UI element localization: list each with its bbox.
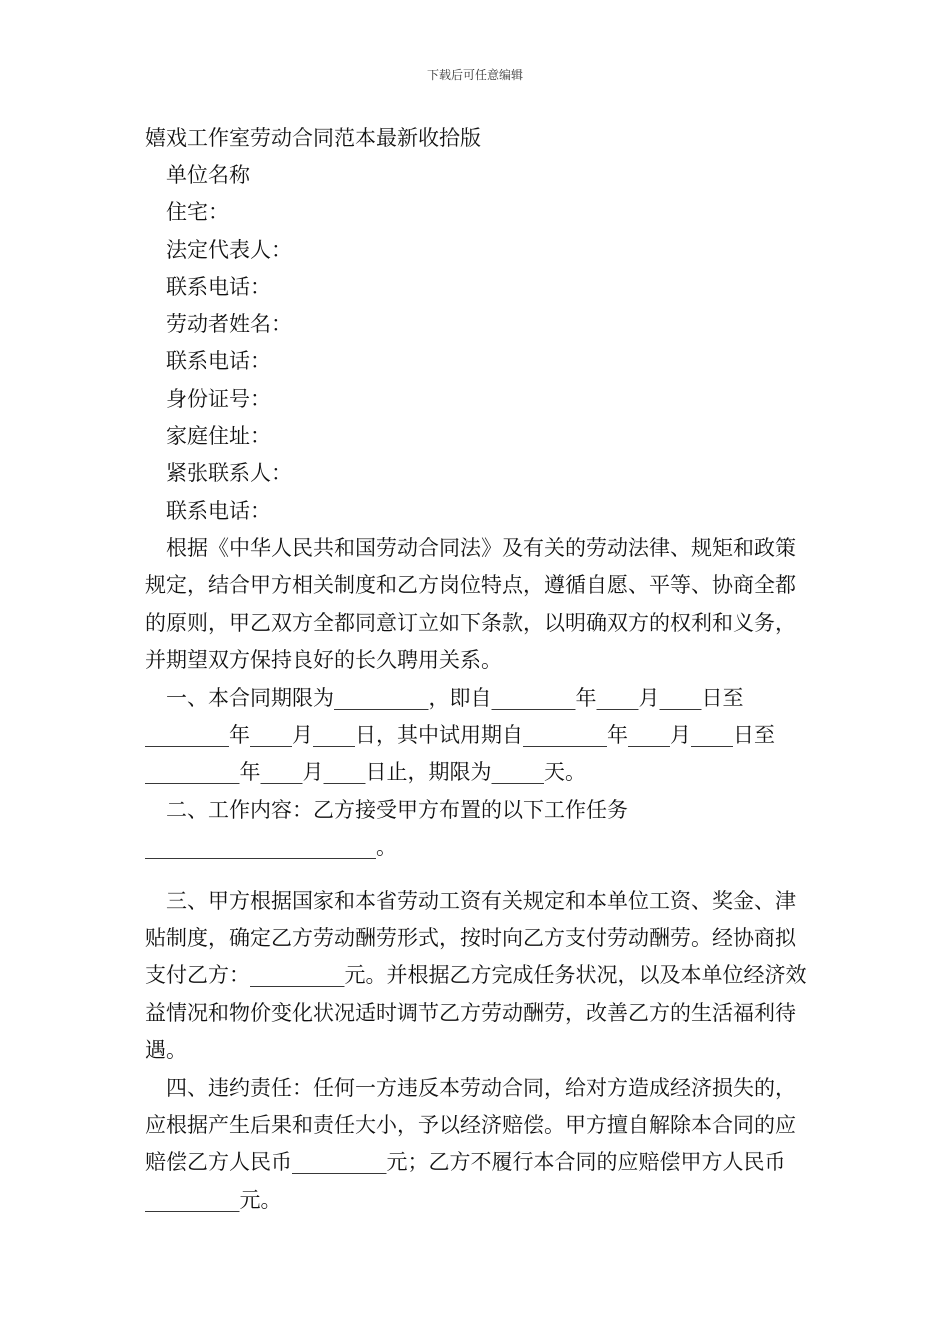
- field-legal-representative: 法定代表人：: [166, 237, 292, 262]
- field-residence: 住宅：: [166, 200, 229, 225]
- clause-remuneration: 三、甲方根据国家和本省劳动工资有关规定和本单位工资、奖金、津贴制度，确定乙方劳动酬劳形式，按时向乙方支付劳动酬劳。经协商拟支付乙方：_________元。并根据乙方完成任务状况，以及本单位经济效益情况和物价变化状况适时调节乙方劳动酬劳，改善乙方的生活福利待遇。: [145, 888, 807, 1063]
- field-emergency-phone: 联系电话：: [166, 498, 271, 523]
- field-employer-phone: 联系电话：: [166, 274, 271, 299]
- document-title: 嬉戏工作室劳动合同范本最新收拾版: [145, 126, 481, 150]
- contract-document: [145, 120, 810, 1219]
- field-emergency-contact: 紧张联系人：: [166, 461, 292, 486]
- clause-work-content: 二、工作内容：乙方接受甲方布置的以下工作任务______________________。: [145, 797, 628, 860]
- clause-liability: 四、违约责任：任何一方违反本劳动合同，给对方造成经济损失的，应根据产生后果和责任大小，予以经济赔偿。甲方擅自解除本合同的应赔偿乙方人民币_________元；乙方不履行本合同的应赔偿甲方人民币_________元。: [145, 1075, 796, 1212]
- intro-paragraph: 根据《中华人民共和国劳动合同法》及有关的劳动法律、规矩和政策规定，结合甲方相关制度和乙方岗位特点，遵循自愿、平等、协商全都的原则，甲乙双方全都同意订立如下条款，以明确双方的权利和义务，并期望双方保持良好的长久聘用关系。: [145, 535, 796, 673]
- party-info-fields: [145, 157, 810, 530]
- field-unit-name: 单位名称: [166, 163, 250, 187]
- field-worker-phone: 联系电话：: [166, 349, 271, 374]
- field-worker-name: 劳动者姓名：: [166, 312, 292, 337]
- field-home-address: 家庭住址：: [166, 424, 271, 449]
- clause-term: 一、本合同期限为_________，即自________年____月____日至________年____月____日，其中试用期自________年____月____日至_________年____月____日止，期限为_____天。: [145, 685, 775, 785]
- field-id-number: 身份证号：: [166, 386, 271, 411]
- page-header-note: 下载后可任意编辑: [426, 68, 523, 82]
